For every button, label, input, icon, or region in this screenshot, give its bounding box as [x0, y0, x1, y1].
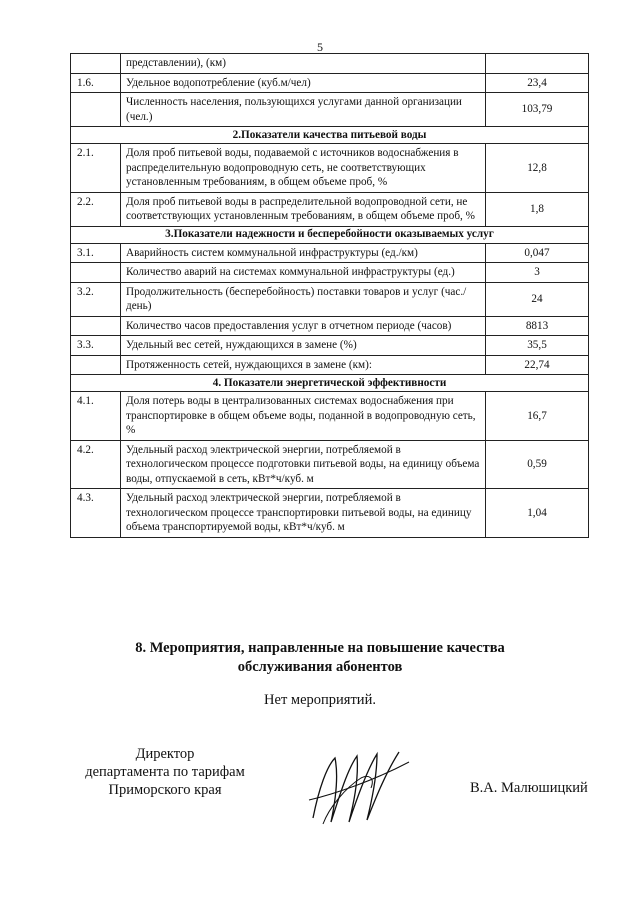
row-number: 3.3. — [71, 336, 121, 356]
row-description: Количество часов предоставления услуг в отчетном периоде (часов) — [121, 316, 486, 336]
table-row — [71, 192, 589, 226]
row-description: Доля проб питьевой воды в распределительной водопроводной сети, не соответствующих установленным требованиям, в общем объеме проб, % — [121, 192, 486, 226]
row-value: 23,4 — [486, 73, 589, 93]
row-description: Аварийность систем коммунальной инфраструктуры (ед./км) — [121, 243, 486, 263]
row-number: 3.2. — [71, 282, 121, 316]
signer-line-3: Приморского края — [108, 782, 222, 798]
row-description: Доля проб питьевой воды, подаваемой с источников водоснабжения в распределительную водопроводную сеть, не соответствующих установленным требованиям, в общем объеме проб, % — [121, 144, 486, 193]
section-8-heading-line1: 8. Мероприятия, направленные на повышение качества — [135, 640, 505, 656]
row-description: Количество аварий на системах коммунальной инфраструктуры (ед.) — [121, 263, 486, 283]
signer-line-2: департамента по тарифам — [85, 764, 245, 780]
row-number — [71, 355, 121, 375]
table-row — [71, 54, 589, 74]
row-number — [71, 316, 121, 336]
table-row — [71, 489, 589, 538]
row-value: 24 — [486, 282, 589, 316]
row-value: 1,04 — [486, 489, 589, 538]
signer-line-1: Директор — [135, 746, 195, 762]
row-value: 0,59 — [486, 440, 589, 489]
page-number: 5 — [317, 40, 323, 54]
signer-title — [70, 745, 260, 799]
signature — [305, 748, 415, 826]
row-number: 4.3. — [71, 489, 121, 538]
row-number: 4.2. — [71, 440, 121, 489]
row-value: 8813 — [486, 316, 589, 336]
section-title: 4. Показатели энергетической эффективности — [71, 375, 589, 392]
table-row — [71, 93, 589, 127]
table-row — [71, 392, 589, 441]
row-description: Продолжительность (бесперебойность) поставки товаров и услуг (час./день) — [121, 282, 486, 316]
row-number: 2.1. — [71, 144, 121, 193]
no-events-text: Нет мероприятий. — [264, 692, 376, 708]
row-value: 0,047 — [486, 243, 589, 263]
section-title: 3.Показатели надежности и бесперебойности оказываемых услуг — [71, 226, 589, 243]
table-row — [71, 263, 589, 283]
row-value: 16,7 — [486, 392, 589, 441]
row-value: 3 — [486, 263, 589, 283]
row-description: Удельный расход электрической энергии, потребляемой в технологическом процессе подготовки питьевой воды, на единицу объема воды, отпускаемой в сеть, кВт*ч/куб. м — [121, 440, 486, 489]
section-8-heading-line2: обслуживания абонентов — [237, 659, 403, 675]
row-number — [71, 93, 121, 127]
row-description: Численность населения, пользующихся услугами данной организации (чел.) — [121, 93, 486, 127]
table-row — [71, 73, 589, 93]
row-description: Удельный расход электрической энергии, потребляемой в технологическом процессе транспортировки питьевой воды, на единицу объема транспортируемой воды, кВт*ч/куб. м — [121, 489, 486, 538]
table-row — [71, 243, 589, 263]
row-value — [486, 54, 589, 74]
table-row — [71, 336, 589, 356]
section-8-heading — [0, 639, 640, 677]
row-number: 4.1. — [71, 392, 121, 441]
section-header-row — [71, 127, 589, 144]
signer-name: В.А. Малюшицкий — [470, 780, 588, 796]
table-row — [71, 316, 589, 336]
row-number: 1.6. — [71, 73, 121, 93]
row-number — [71, 263, 121, 283]
section-title: 2.Показатели качества питьевой воды — [71, 127, 589, 144]
row-number: 2.2. — [71, 192, 121, 226]
row-value: 12,8 — [486, 144, 589, 193]
row-number — [71, 54, 121, 74]
section-header-row — [71, 226, 589, 243]
table-row — [71, 144, 589, 193]
row-number: 3.1. — [71, 243, 121, 263]
row-value: 35,5 — [486, 336, 589, 356]
table-row — [71, 282, 589, 316]
table-row — [71, 355, 589, 375]
section-header-row — [71, 375, 589, 392]
row-description: Доля потерь воды в централизованных системах водоснабжения при транспортировке в общем объеме воды, поданной в водопроводную сеть, % — [121, 392, 486, 441]
row-value: 22,74 — [486, 355, 589, 375]
indicators-table — [70, 53, 589, 538]
row-description: Протяженность сетей, нуждающихся в замене (км): — [121, 355, 486, 375]
row-description: представлении), (км) — [121, 54, 486, 74]
row-value: 1,8 — [486, 192, 589, 226]
table-row — [71, 440, 589, 489]
row-description: Удельный вес сетей, нуждающихся в замене (%) — [121, 336, 486, 356]
row-description: Удельное водопотребление (куб.м/чел) — [121, 73, 486, 93]
row-value: 103,79 — [486, 93, 589, 127]
